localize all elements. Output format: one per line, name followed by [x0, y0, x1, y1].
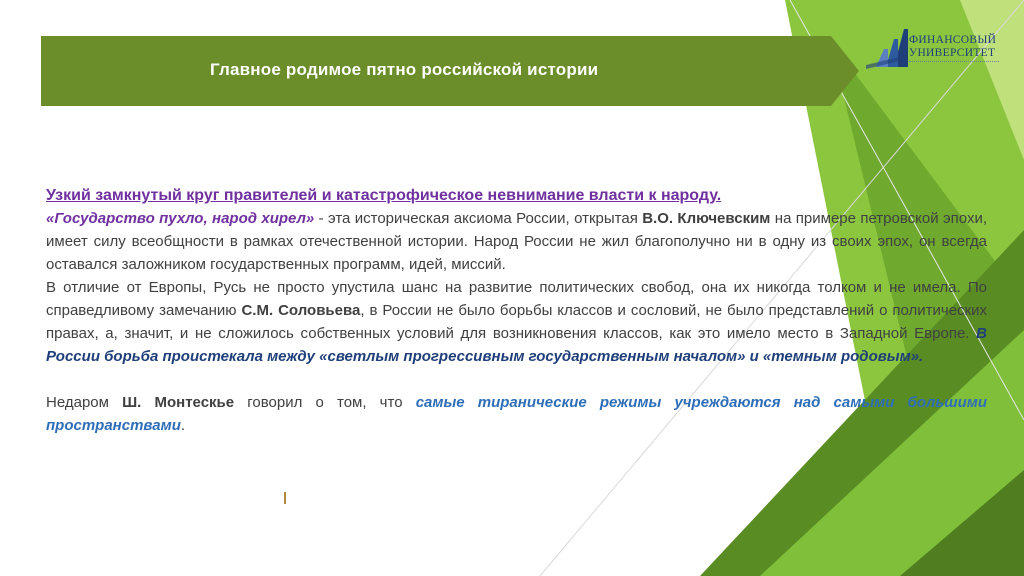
- slide-body: [46, 184, 987, 437]
- p2-text-1: В отличие от Европы, Русь не просто упустила шанс на развитие политических свобод, она их никогда толком и не имела. По справедливому замечанию: [46, 279, 987, 319]
- p3-text-2: говорил о том, что: [234, 394, 416, 411]
- p3-end: .: [180, 417, 186, 434]
- title-band: [41, 36, 831, 106]
- p2-emphasis: В России борьба проистекала между «светлым прогрессивным государственным началом» и «темным родовым».: [46, 325, 987, 365]
- author-solovyov: С.М. Соловьева: [241, 302, 361, 319]
- paragraph-2: [46, 276, 987, 368]
- slide-title: Главное родимое пятно российской истории: [210, 60, 599, 79]
- p3-emphasis: самые тиранические режимы учреждаются над самыми большими пространствами: [46, 394, 987, 434]
- p3-text-1: Недаром: [46, 394, 123, 411]
- spacer: [46, 368, 987, 391]
- logo-underline: [909, 61, 999, 64]
- p1-text-2: на примере петровской эпохи, имеет силу всеобщности в рамках отечественной истории. Народ России не жил благополучно ни в одну из своих эпох, он всегда оставался заложником государственных программ, идей, миссий.: [46, 210, 987, 273]
- p1-text-1: - эта историческая аксиома России, открытая: [314, 210, 643, 227]
- author-montesquieu: Ш. Монтескье: [122, 394, 235, 411]
- author-klyuchevsky: В.О. Ключевским: [642, 210, 771, 227]
- logo-text-line1: ФИНАНСОВЫЙ: [909, 34, 997, 46]
- mouse-cursor-icon: [282, 492, 288, 504]
- logo-emblem-icon: [864, 25, 908, 71]
- logo-text-line2: УНИВЕРСИТЕТ: [909, 47, 996, 59]
- university-logo: [864, 25, 1014, 75]
- paragraph-3: [46, 391, 987, 437]
- p2-text-2: , в России не было борьбы классов и сословий, не было представлений о политических правах, а, значит, и не сложилось собственных условий для возникновения классов, как это имело место в Западной Европе.: [46, 302, 987, 342]
- quote-text: «Государство пухло, народ хирел»: [46, 210, 315, 227]
- lead-heading: Узкий замкнутый круг правителей и катастрофическое невнимание власти к народу.: [46, 187, 722, 204]
- paragraph-1: [46, 207, 987, 276]
